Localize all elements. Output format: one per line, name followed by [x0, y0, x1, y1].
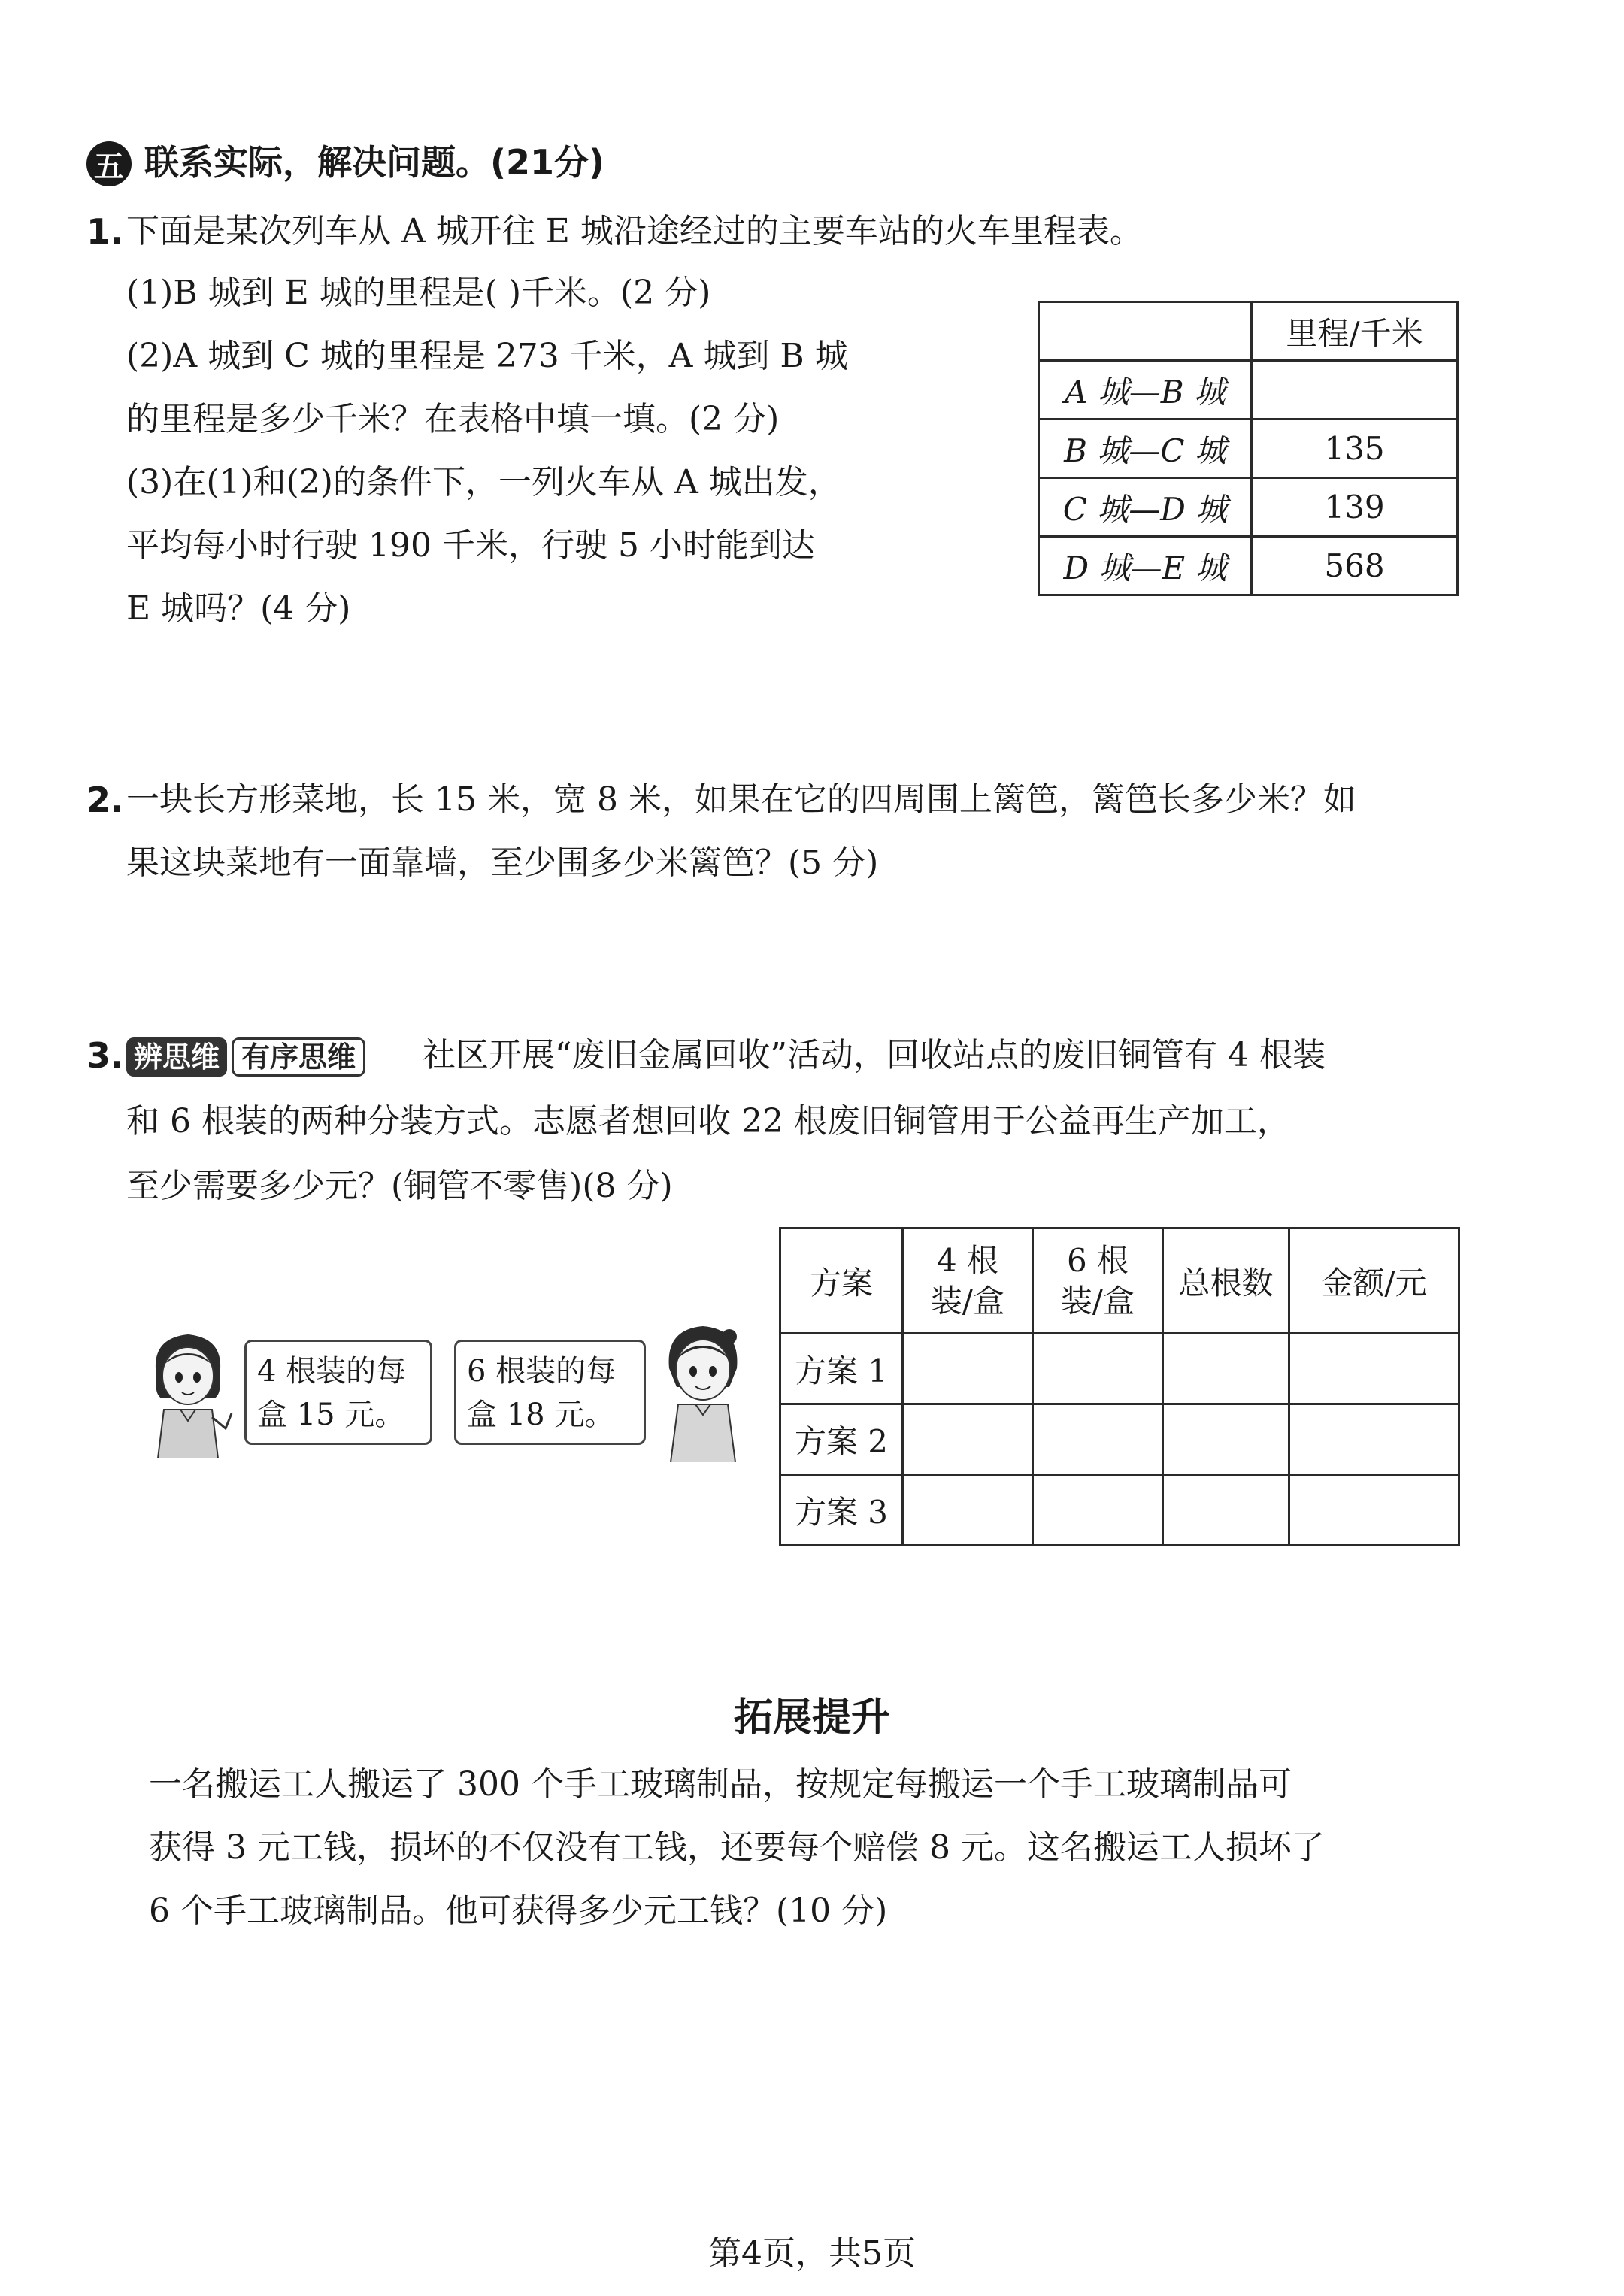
mileage-value-ab[interactable]: [1252, 361, 1458, 420]
price-bubble-4-line1: 4 根装的每: [257, 1354, 407, 1389]
q3-line1: 社区开展“废旧金属回收”活动，回收站点的废旧铜管有 4 根装: [423, 1036, 1326, 1074]
q1-part2-line2: 的里程是多少千米？在表格中填一填。(2 分): [126, 400, 780, 438]
plan-header-scheme: 方案: [780, 1228, 903, 1334]
price-bubble-6-pack: [454, 1340, 646, 1445]
q1-part3-line3: E 城吗？(4 分): [126, 589, 351, 628]
q2-number: 2.: [86, 780, 124, 820]
mileage-table: [1038, 301, 1459, 596]
mileage-route-ab: A 城—B 城: [1039, 361, 1252, 420]
extension-line1: 一名搬运工人搬运了 300 个手工玻璃制品，按规定每搬运一个手工玻璃制品可: [149, 1765, 1292, 1804]
q3-number: 3.: [86, 1035, 124, 1076]
mileage-table-corner: [1039, 302, 1252, 361]
price-bubble-6-line2: 盒 18 元。: [467, 1398, 615, 1432]
mileage-table-header: 里程/千米: [1252, 302, 1458, 361]
extension-line2: 获得 3 元工钱，损坏的不仅没有工钱，还要每个赔偿 8 元。这名搬运工人损坏了: [149, 1828, 1325, 1867]
price-bubble-4-line2: 盒 15 元。: [257, 1398, 405, 1432]
girl-left-illustration: [143, 1323, 233, 1458]
plan-cell[interactable]: [1033, 1404, 1163, 1475]
plan-cell[interactable]: [1033, 1334, 1163, 1404]
q2-line1: 一块长方形菜地，长 15 米，宽 8 米，如果在它的四周围上篱笆，篱笆长多少米？如: [126, 780, 1356, 819]
q1-part1: (1)B 城到 E 城的里程是( )千米。(2 分): [126, 274, 711, 312]
plan-row-label-1: 方案 1: [780, 1334, 903, 1404]
section-badge: 五: [86, 141, 132, 186]
q1-part3-line2: 平均每小时行驶 190 千米，行驶 5 小时能到达: [126, 526, 815, 565]
plan-row-label-2: 方案 2: [780, 1404, 903, 1475]
plan-cell[interactable]: [1289, 1404, 1459, 1475]
plan-cell[interactable]: [1163, 1334, 1289, 1404]
mileage-route-de: D 城—E 城: [1039, 537, 1252, 595]
section-title: 联系实际，解决问题。(21分): [144, 142, 605, 183]
price-bubble-6-line1: 6 根装的每: [467, 1354, 617, 1389]
q1-intro: 下面是某次列车从 A 城开往 E 城沿途经过的主要车站的火车里程表。: [126, 212, 1143, 250]
mileage-route-bc: B 城—C 城: [1039, 420, 1252, 478]
plan-row-label-3: 方案 3: [780, 1475, 903, 1546]
mileage-route-cd: C 城—D 城: [1039, 478, 1252, 537]
plan-cell[interactable]: [1163, 1404, 1289, 1475]
q3-line3: 至少需要多少元？(铜管不零售)(8 分): [126, 1167, 673, 1205]
plan-table: [779, 1227, 1460, 1546]
price-bubble-4-pack: [244, 1340, 432, 1445]
tag-you-xu-si-wei: 有序思维: [232, 1037, 365, 1077]
plan-header-6pack: 6 根 装/盒: [1033, 1228, 1163, 1334]
q3-tags: [126, 1034, 365, 1080]
girl-right-illustration: [654, 1316, 752, 1462]
q1-part2-line1: (2)A 城到 C 城的里程是 273 千米，A 城到 B 城: [126, 337, 848, 375]
extension-line3: 6 个手工玻璃制品。他可获得多少元工钱？(10 分): [149, 1892, 888, 1930]
q1-part3-line1: (3)在(1)和(2)的条件下，一列火车从 A 城出发，: [126, 463, 841, 501]
mileage-value-bc: 135: [1252, 420, 1458, 478]
tag-bian-si-wei: 辨思维: [126, 1037, 227, 1077]
extension-title: 拓展提升: [733, 1695, 890, 1740]
plan-cell[interactable]: [903, 1404, 1033, 1475]
q2-line2: 果这块菜地有一面靠墙，至少围多少米篱笆？(5 分): [126, 844, 879, 882]
plan-cell[interactable]: [1289, 1475, 1459, 1546]
plan-cell[interactable]: [1289, 1334, 1459, 1404]
plan-cell[interactable]: [903, 1334, 1033, 1404]
plan-header-amount: 金额/元: [1289, 1228, 1459, 1334]
page-footer: 第4页，共5页: [708, 2234, 916, 2273]
plan-header-total: 总根数: [1163, 1228, 1289, 1334]
plan-cell[interactable]: [903, 1475, 1033, 1546]
mileage-value-de: 568: [1252, 537, 1458, 595]
q3-line2: 和 6 根装的两种分装方式。志愿者想回收 22 根废旧铜管用于公益再生产加工，: [126, 1102, 1290, 1140]
plan-cell[interactable]: [1163, 1475, 1289, 1546]
mileage-value-cd: 139: [1252, 478, 1458, 537]
plan-cell[interactable]: [1033, 1475, 1163, 1546]
q1-number: 1.: [86, 211, 124, 252]
plan-header-4pack: 4 根 装/盒: [903, 1228, 1033, 1334]
